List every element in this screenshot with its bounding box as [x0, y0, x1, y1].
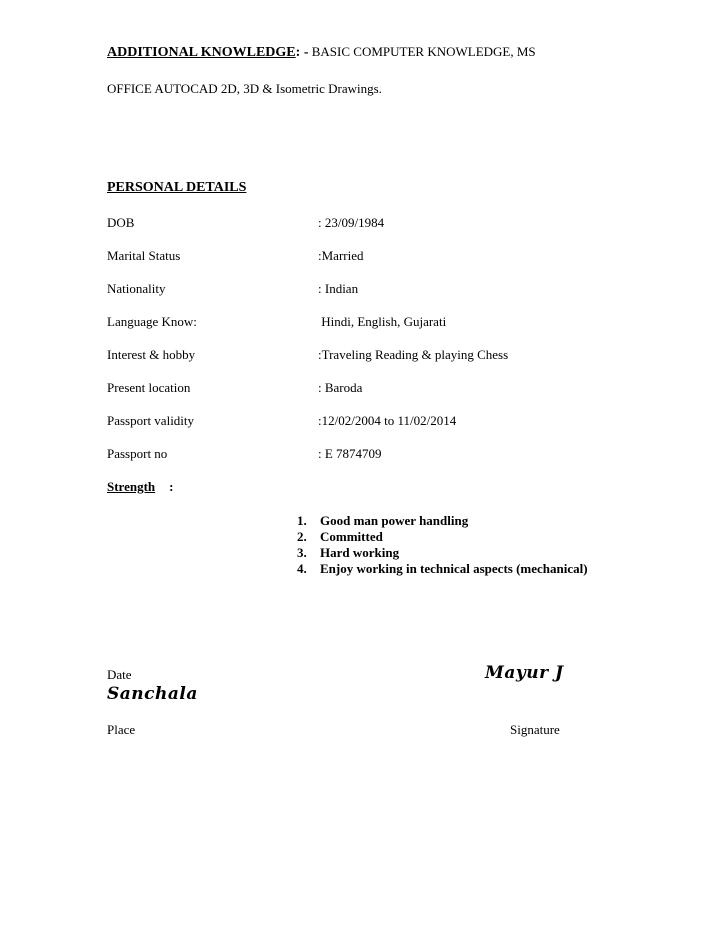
signature-name-last: Sanchala	[107, 684, 198, 704]
strength-item-number: 4.	[297, 561, 307, 576]
dob-label: DOB	[107, 215, 135, 230]
additional-knowledge-line1	[107, 44, 536, 61]
language-label: Language Know:	[107, 314, 197, 329]
strength-item-text: Good man power handling	[320, 513, 469, 528]
strength-item-number: 1.	[297, 513, 307, 528]
interest-value: :Traveling Reading & playing Chess	[318, 347, 509, 362]
additional-knowledge-colon: : -	[295, 45, 309, 60]
strength-item-number: 2.	[297, 529, 307, 544]
additional-knowledge-text-2: OFFICE AUTOCAD 2D, 3D & Isometric Drawings.	[107, 81, 382, 96]
passport-no-value: : E 7874709	[318, 446, 382, 461]
strength-item-text: Committed	[320, 529, 383, 544]
strength-item	[297, 545, 399, 561]
strength-label: Strength	[107, 479, 156, 494]
strength-item	[297, 529, 383, 545]
marital-status-value: :Married	[318, 248, 364, 263]
strength-item	[297, 561, 588, 577]
present-location-label: Present location	[107, 380, 191, 395]
strength-colon: :	[169, 479, 174, 494]
place-label: Place	[107, 722, 136, 737]
personal-details-heading: PERSONAL DETAILS	[107, 180, 247, 195]
strength-item-text: Enjoy working in technical aspects (mechanical)	[320, 561, 588, 576]
passport-no-label: Passport no	[107, 446, 168, 461]
strength-item-text: Hard working	[320, 545, 400, 560]
signature-name-first: Mayur J	[485, 663, 564, 683]
additional-knowledge-text-1: BASIC COMPUTER KNOWLEDGE, MS	[308, 44, 536, 59]
passport-validity-label: Passport validity	[107, 413, 195, 428]
interest-label: Interest & hobby	[107, 347, 196, 362]
signature-label: Signature	[510, 722, 560, 737]
date-label: Date	[107, 667, 132, 682]
marital-status-label: Marital Status	[107, 248, 181, 263]
strength-item	[297, 513, 468, 529]
language-value: Hindi, English, Gujarati	[318, 314, 447, 329]
additional-knowledge-heading: ADDITIONAL KNOWLEDGE	[107, 45, 296, 60]
nationality-value: : Indian	[318, 281, 359, 296]
strength-row	[107, 479, 174, 495]
passport-validity-value: :12/02/2004 to 11/02/2014	[318, 413, 457, 428]
nationality-label: Nationality	[107, 281, 166, 296]
strength-item-number: 3.	[297, 545, 307, 560]
present-location-value: : Baroda	[318, 380, 363, 395]
dob-value: : 23/09/1984	[318, 215, 385, 230]
